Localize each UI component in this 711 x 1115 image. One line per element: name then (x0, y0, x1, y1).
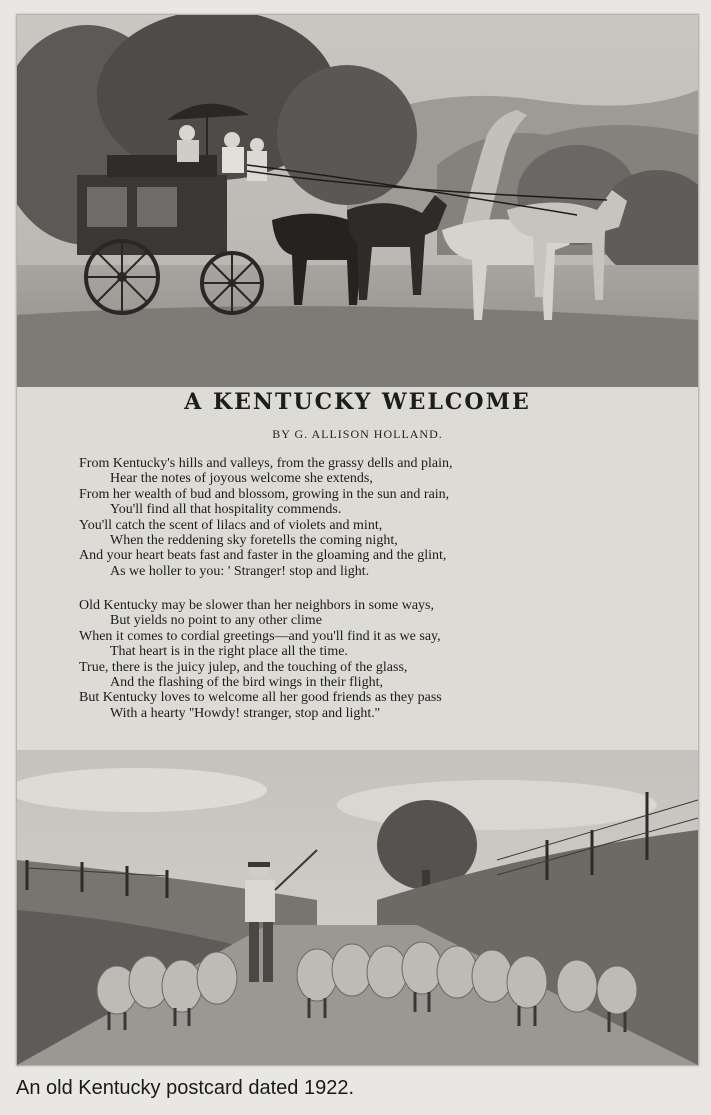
stanza-2 (79, 598, 679, 721)
poem-line: As we holler to you: ' Stranger! stop and light. (110, 563, 370, 579)
poem-line: Old Kentucky may be slower than her neighbors in some ways, (79, 598, 434, 613)
poem-line: From Kentucky's hills and valleys, from the grassy dells and plain, (79, 456, 453, 471)
poem-line: From her wealth of bud and blossom, growing in the sun and rain, (79, 486, 450, 502)
stagecoach-photo (17, 15, 698, 387)
poem-line: With a hearty ''Howdy! stranger, stop and light.'' (110, 705, 380, 721)
poem-line: You'll find all that hospitality commends. (110, 502, 342, 518)
poem-line: True, there is the juicy julep, and the touching of the glass, (79, 659, 408, 675)
stanza-1 (79, 456, 679, 579)
stagecoach-illustration (17, 15, 698, 387)
poem-byline: BY G. ALLISON HOLLAND. (272, 427, 443, 441)
poem-line: But Kentucky loves to welcome all her good friends as they pass (79, 690, 442, 706)
poem-line: When it comes to cordial greetings—and you'll find it as we say, (79, 628, 441, 644)
poem-title: A KENTUCKY WELCOME (184, 389, 531, 415)
poem-line: And your heart beats fast and faster in the gloaming and the glint, (79, 548, 447, 564)
poem-line: You'll catch the scent of lilacs and of violets and mint, (79, 517, 383, 533)
poem-line: But yields no point to any other clime (110, 613, 322, 629)
poem-line: Hear the notes of joyous welcome she extends, (110, 471, 373, 487)
poem-line: When the reddening sky foretells the coming night, (110, 533, 398, 549)
sheep-photo (17, 750, 698, 1065)
photo-caption: An old Kentucky postcard dated 1922. (16, 1077, 355, 1099)
poem-line: That heart is in the right place all the time. (110, 644, 348, 660)
poem-line: And the flashing of the bird wings in their flight, (110, 675, 383, 691)
postcard (16, 14, 699, 1066)
poem-section (17, 387, 698, 750)
sheep-illustration (17, 750, 698, 1065)
